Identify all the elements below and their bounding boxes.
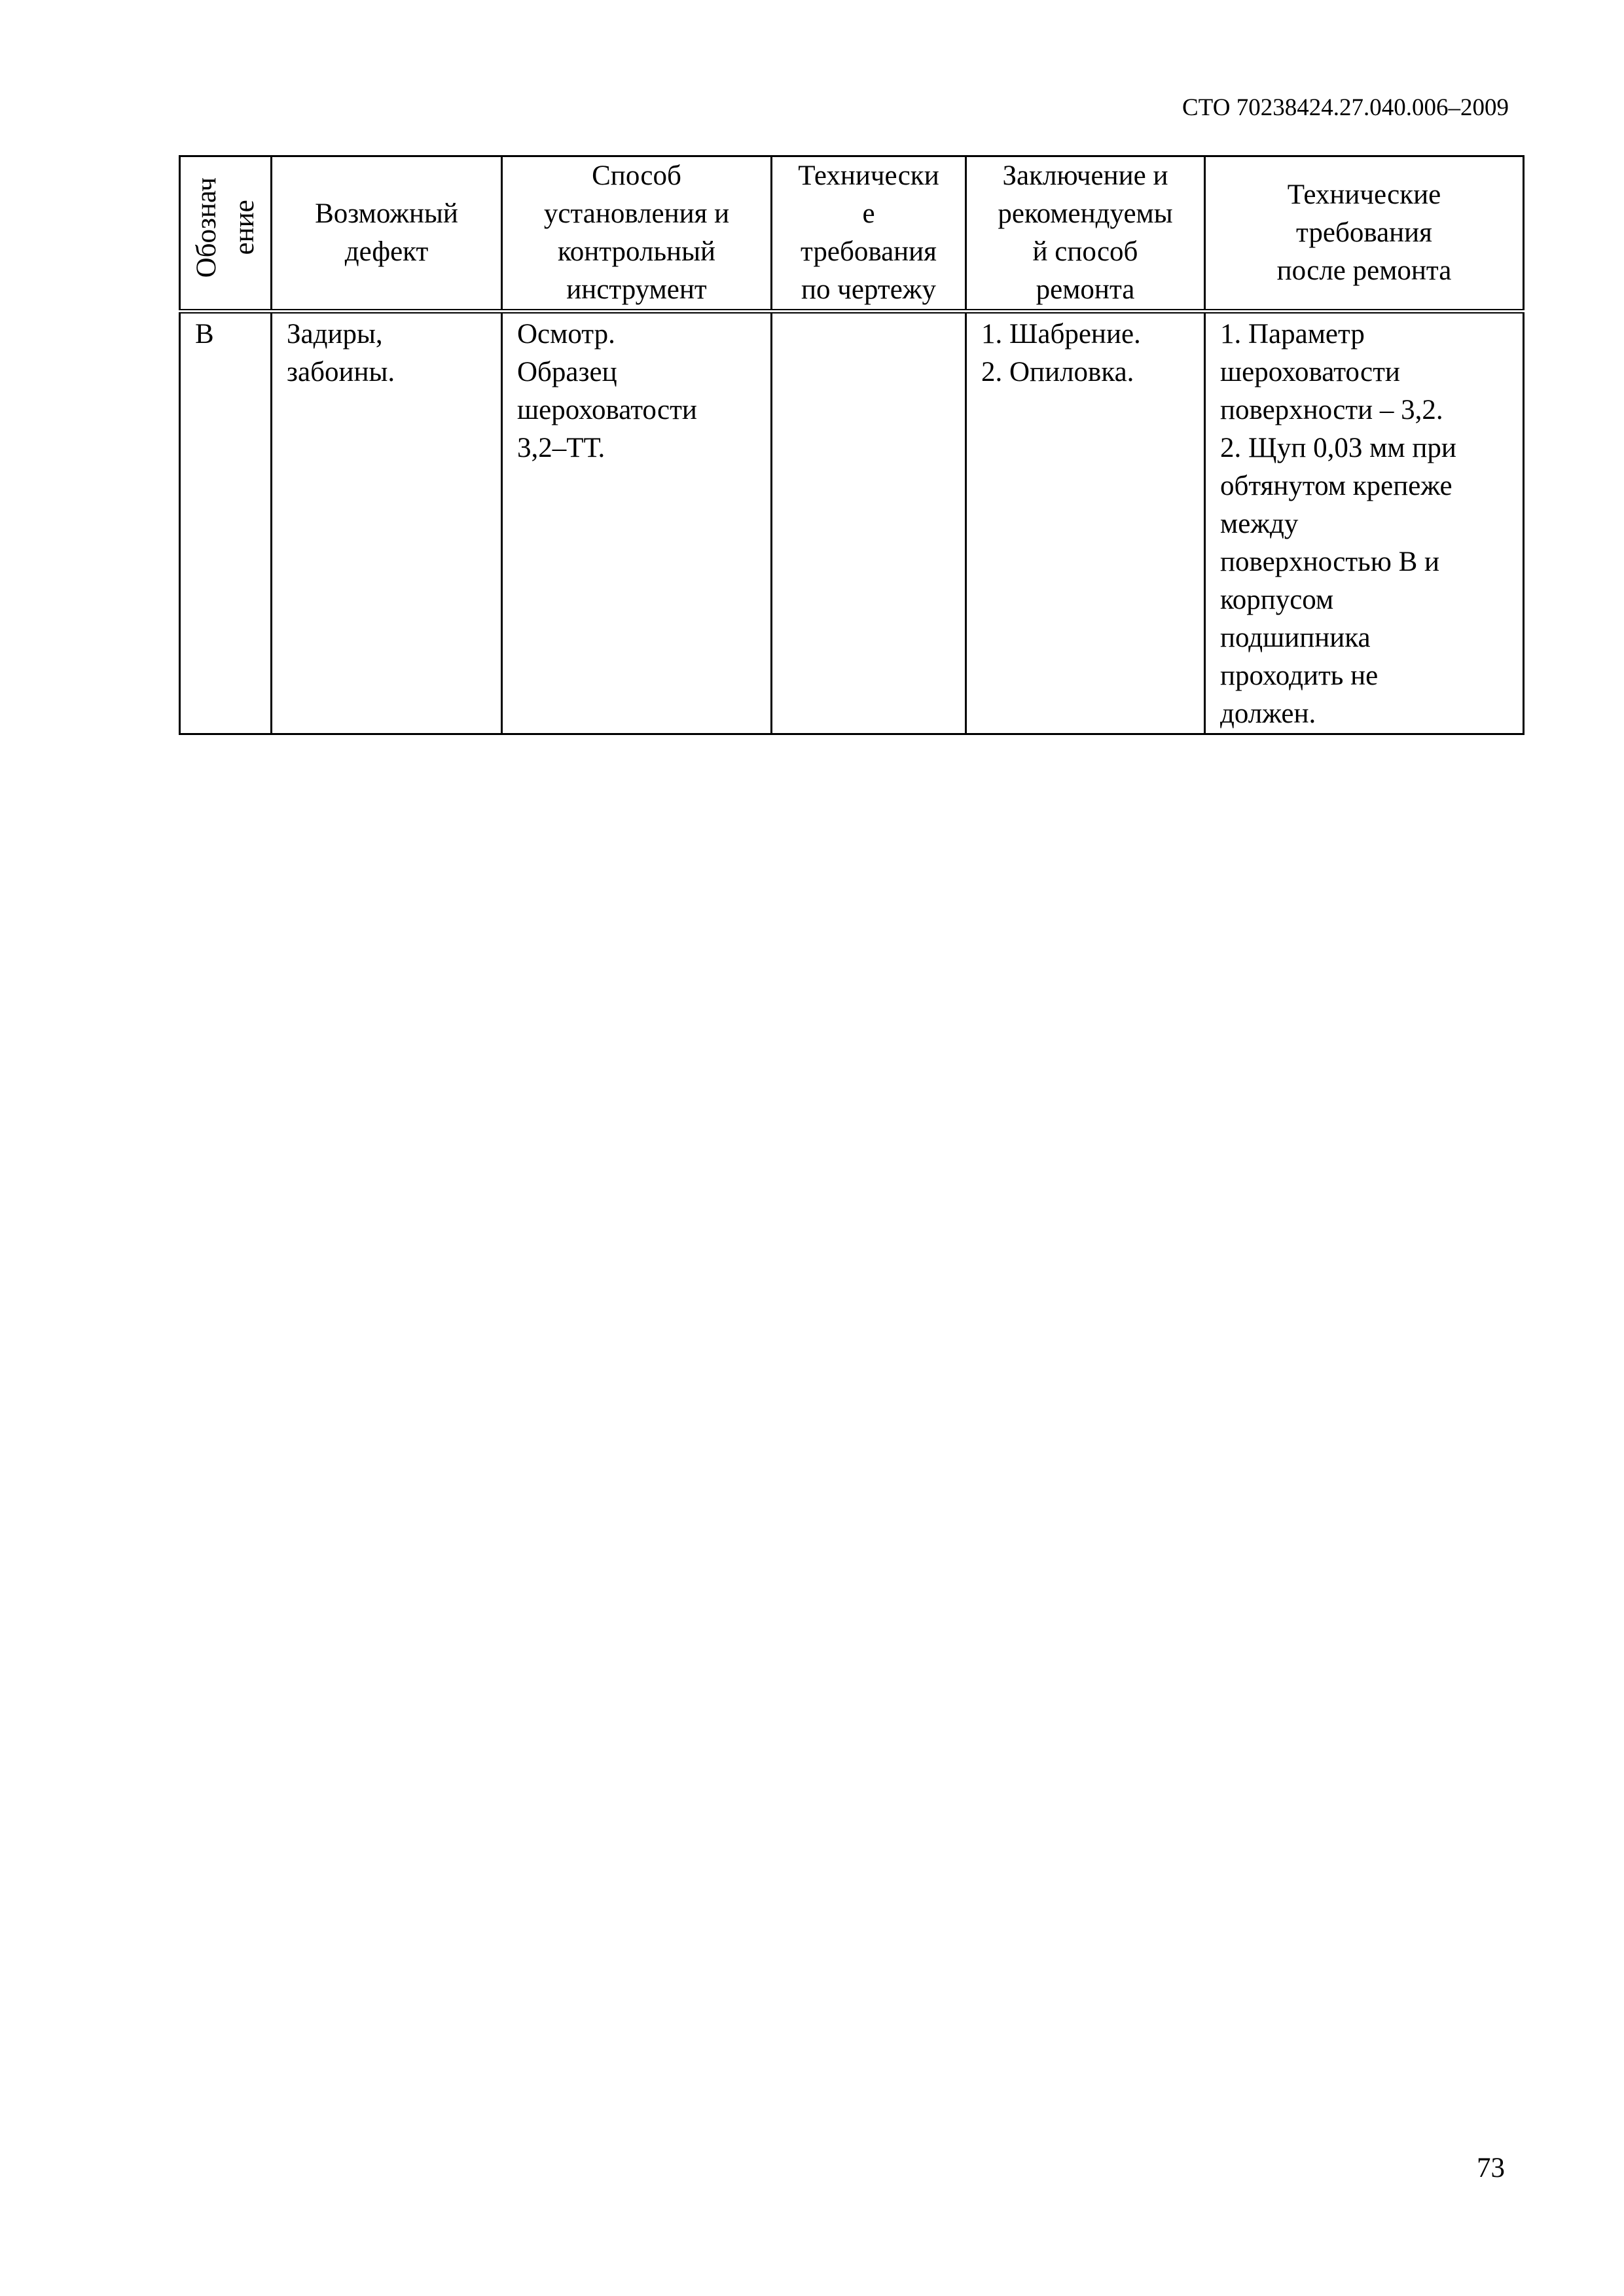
cell-defect-text: Задиры, забоины.	[287, 319, 395, 387]
header-after-repair-label: Технические требования после ремонта	[1276, 179, 1452, 286]
table-row	[180, 312, 1524, 734]
cell-repair-text: 1. Шабрение. 2. Опиловка.	[981, 319, 1141, 387]
header-defect-label: Возможный дефект	[315, 198, 458, 267]
page-number: 73	[1477, 2153, 1505, 2183]
header-after-repair	[1205, 156, 1524, 312]
cell-defect	[272, 312, 502, 734]
cell-method-text: Осмотр. Образец шероховатости 3,2–ТТ.	[517, 319, 697, 463]
cell-designation	[180, 312, 272, 734]
header-defect	[272, 156, 502, 312]
header-method	[502, 156, 772, 312]
header-designation	[180, 156, 272, 312]
cell-after-repair	[1205, 312, 1524, 734]
cell-repair	[966, 312, 1205, 734]
document-code: СТО 70238424.27.040.006–2009	[1182, 94, 1509, 121]
header-repair-label: Заключение и рекомендуемы й способ ремонта	[998, 160, 1173, 305]
cell-drawing-requirements	[772, 312, 966, 734]
cell-method	[502, 312, 772, 734]
header-repair	[966, 156, 1205, 312]
header-drawing-requirements-label: Технически е требования по чертежу	[798, 160, 939, 305]
header-designation-label: Обознач ение	[190, 177, 260, 278]
cell-designation-text: В	[195, 319, 214, 350]
header-row	[180, 156, 1524, 312]
table-header	[180, 156, 1524, 312]
defects-table	[179, 155, 1525, 735]
header-drawing-requirements	[772, 156, 966, 312]
cell-after-repair-text: 1. Параметр шероховатости поверхности – 3,2. 2. Щуп 0,03 мм при обтянутом крепеже между поверхностью В и корпусом подшипника проходить не должен.	[1220, 319, 1456, 729]
header-method-label: Способ установления и контрольный инструмент	[543, 160, 730, 305]
